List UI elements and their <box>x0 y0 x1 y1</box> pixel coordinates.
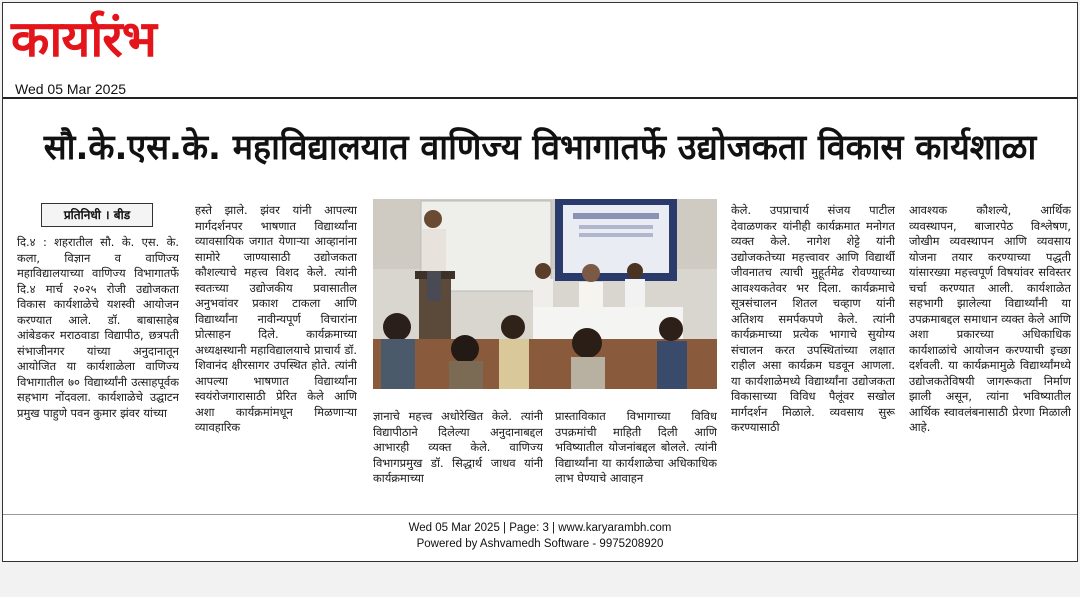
column-text: केले. उपप्राचार्य संजय पाटील देवाळणकर यांनीही कार्यक्रमात मनोगत व्यक्त केले. नागेश शेट्टे यांनी उद्योजकतेच्या महत्त्वावर आणि विद्यार्थी जीवनातच त्याची मुहूर्तमेढ रोवण्याच्या आवश्यकतेवर भर दिला. कार्यक्रमाचे सूत्रसंचालन शितल चव्हाण यांनी अतिशय समर्पकपणे केले. त्यांनी कार्यक्रमाच्या प्रत्येक भागाचे सुयोग्य संचालन करत उपस्थितांच्या लक्षात राहील असा कार्यक्रम घडवून आणला. या कार्यशाळेमध्ये विद्यार्थ्यांना उद्योजकता विकासाच्या विविध पैलूंवर सखोल मार्गदर्शन मिळाले. व्यवसाय सुरू करण्यासाठी <box>731 203 895 434</box>
masthead <box>3 3 1077 99</box>
newspaper-logo[interactable]: कार्यारंभ <box>11 10 156 68</box>
footer-page-info[interactable]: Wed 05 Mar 2025 | Page: 3 | www.karyarambh.com <box>408 522 672 534</box>
byline: प्रतिनिधी । बीड <box>41 203 153 227</box>
article-column-2 <box>195 203 357 513</box>
column-text: आवश्यक कौशल्ये, आर्थिक व्यवस्थापन, बाजारपेठ विश्लेषण, जोखीम व्यवस्थापन आणि व्यवसाय योजना तयार करण्याच्या पद्धती यांसारख्या महत्त्वपूर्ण विषयांवर सविस्तर चर्चा करण्यात आली. कार्यशाळेत सहभागी झालेल्या विद्यार्थ्यांनी या उपक्रमाबद्दल समाधान व्यक्त केले आणि अशा प्रकारच्या अधिकाधिक कार्यशाळांचे आयोजन करण्याची इच्छा दर्शवली. या कार्यक्रमामुळे विद्यार्थ्यांमध्ये उद्योजकतेविषयी जागरूकता निर्माण झाली असून, त्यांना भविष्यातील आर्थिक स्वावलंबनासाठी प्रेरणा मिळाली आहे. <box>909 203 1071 434</box>
article-clipping <box>3 103 1077 515</box>
page-footer <box>3 520 1077 552</box>
newspaper-page <box>2 2 1078 562</box>
article-column-6 <box>909 203 1071 513</box>
article-column-1 <box>17 235 179 513</box>
article-column-5 <box>731 203 895 513</box>
column-text: दि.४ : शहरातील सौ. के. एस. के. कला, विज्ञान व वाणिज्य महाविद्यालयाच्या वाणिज्य विभागातर्फे दि.४ मार्च २०२५ रोजी उद्योजकता विकास कार्यशाळेचे यशस्वी आयोजन करण्यात आले. डॉ. बाबासाहेब आंबेडकर मराठवाडा विद्यापीठ, छत्रपती संभाजीनगर यांच्या अनुदानातून आयोजित या कार्यशाळेला वाणिज्य विभागातील ७० विद्यार्थ्यांनी उत्साहपूर्वक सहभाग नोंदवला. कार्यशाळेचे उद्घाटन प्रमुख पाहुणे पवन कुमार झंवर यांच्या <box>17 235 179 420</box>
article-headline: सौ.के.एस.के. महाविद्यालयात वाणिज्य विभागातर्फे उद्योजकता विकास कार्यशाळा <box>43 128 1037 168</box>
column-text: हस्ते झाले. झंवर यांनी आपल्या मार्गदर्शनपर भाषणात विद्यार्थ्यांना व्यावसायिक जगात येणाऱ्या आव्हानांना सामोरे जाण्यासाठी उद्योजकता कौशल्याचे महत्त्व विशद केले. त्यांनी स्वतःच्या उद्योजकीय प्रवासातील अनुभवांवर प्रकाश टाकला आणि विद्यार्थ्यांना नावीन्यपूर्ण विचारांना प्रोत्साहन दिले. कार्यक्रमाच्या अध्यक्षस्थानी महाविद्यालयाचे प्राचार्य डॉ. शिवानंद क्षीरसागर उपस्थित होते. त्यांनी आपल्या भाषणात विद्यार्थ्यांना स्वयंरोजगारासाठी प्रेरित केले आणि अशा कार्यक्रमांमधून मिळणाऱ्या व्यावहारिक <box>195 203 357 434</box>
article-column-3 <box>373 409 543 513</box>
column-text: प्रास्ताविकात विभागाच्या विविध उपक्रमांची माहिती दिली आणि भविष्यातील योजनांबद्दल बोलले. त्यांनी विद्यार्थ्यांना या कार्यशाळेचा अधिकाधिक लाभ घेण्याचे आवाहन <box>555 409 717 485</box>
edition-date: Wed 05 Mar 2025 <box>15 81 127 97</box>
article-photo <box>373 199 717 389</box>
article-column-4 <box>555 409 717 513</box>
footer-credit: Powered by Ashvamedh Software - 9975208920 <box>416 538 664 550</box>
column-text: ज्ञानाचे महत्त्व अधोरेखित केले. त्यांनी विद्यापीठाने दिलेल्या अनुदानाबद्दल आभारही व्यक्त केले. वाणिज्य विभागप्रमुख डॉ. सिद्धार्थ जाधव यांनी कार्यक्रमाच्या <box>373 409 543 485</box>
